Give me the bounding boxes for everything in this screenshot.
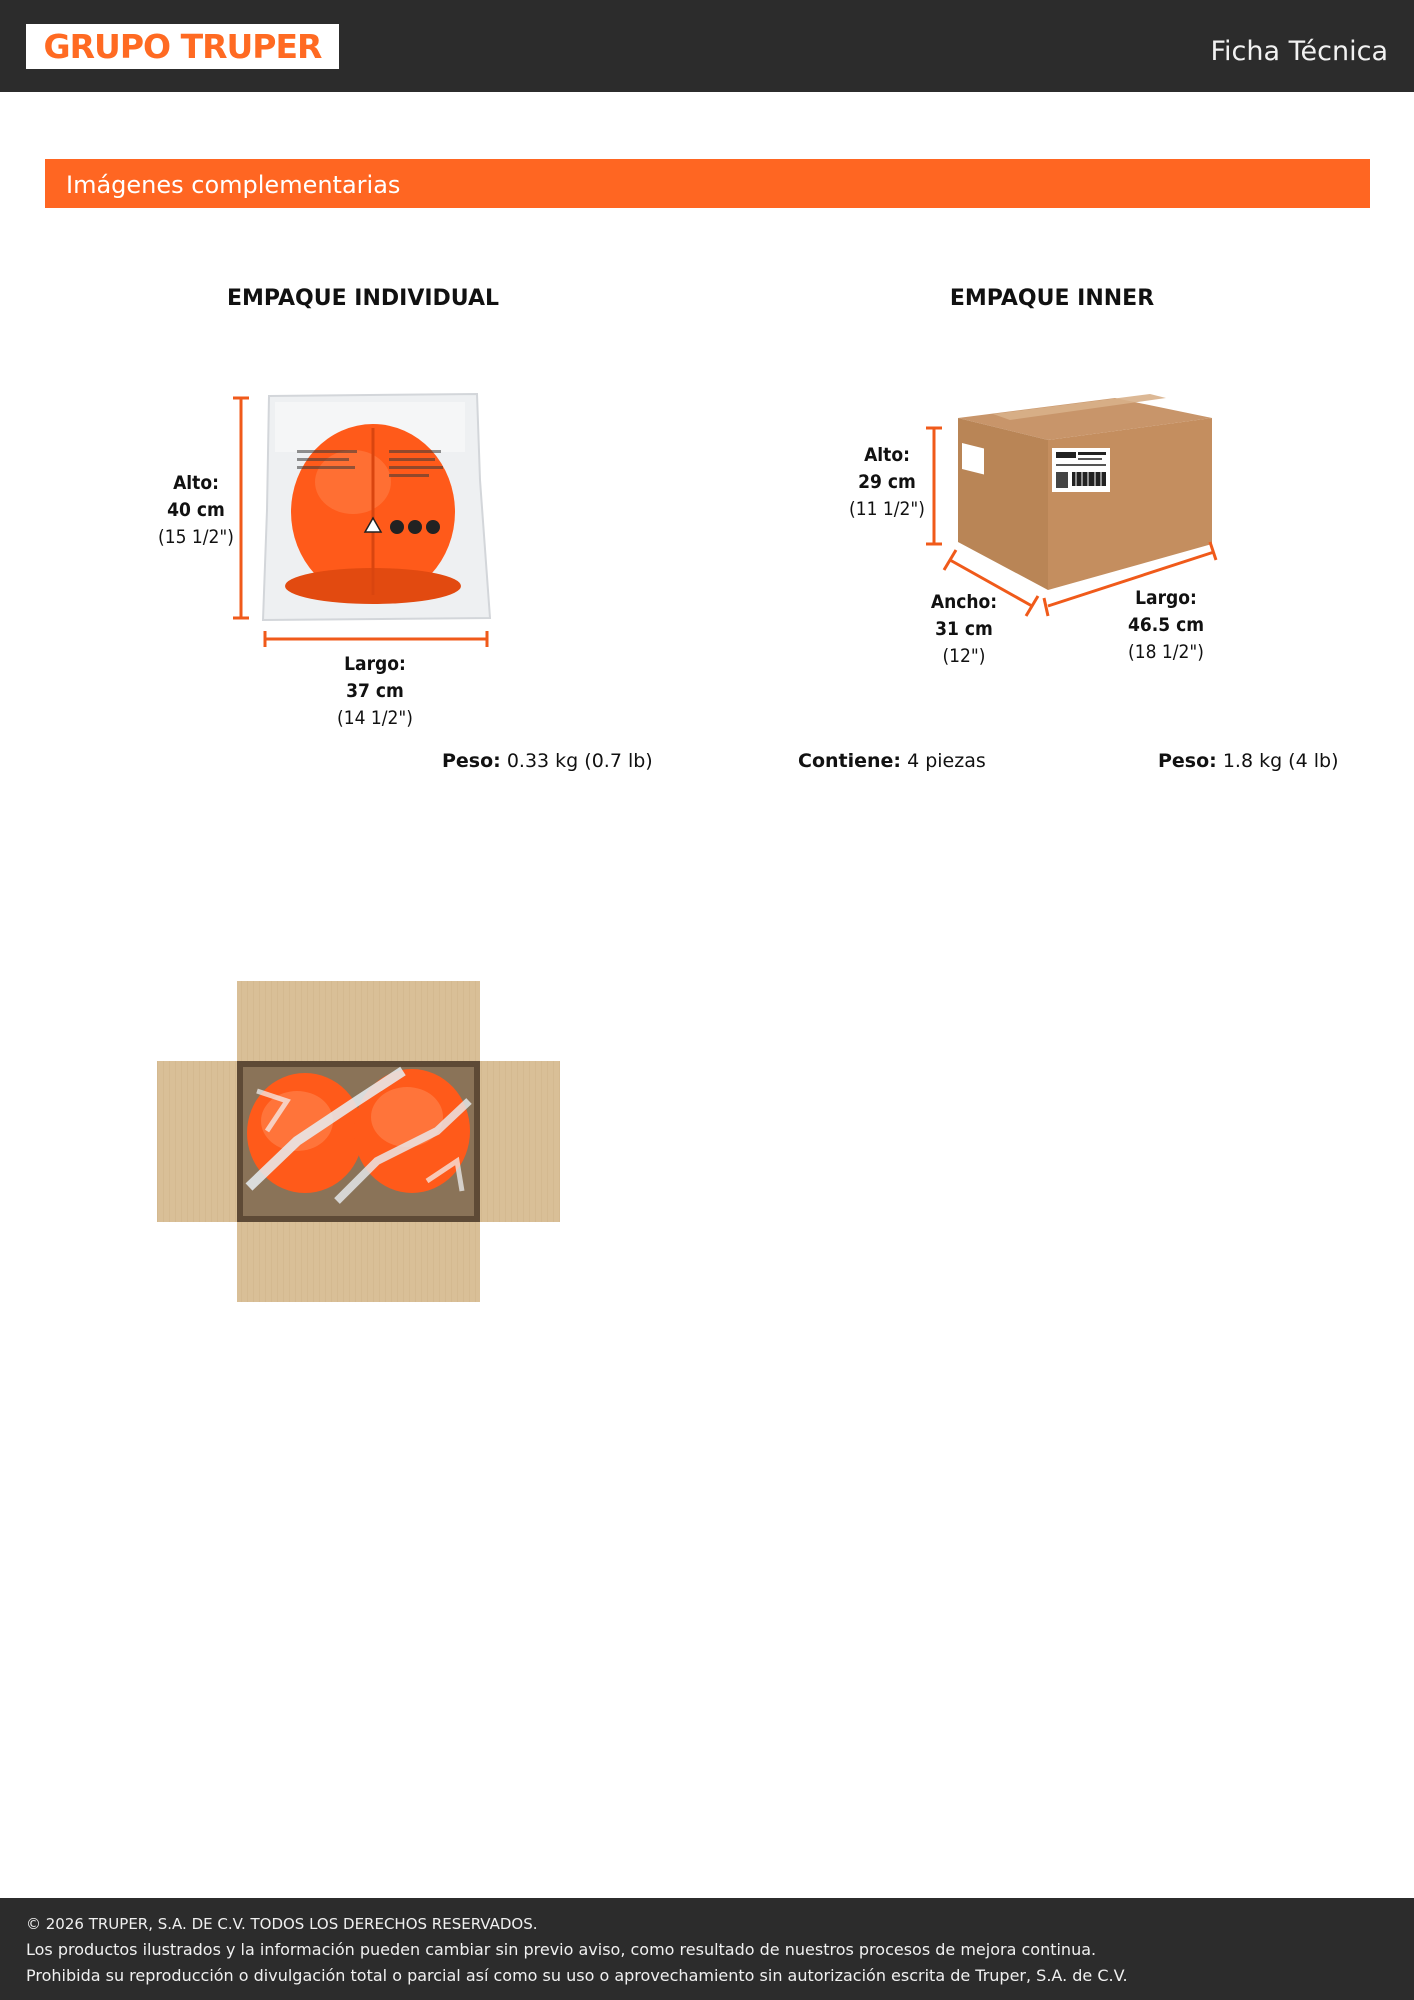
individual-package-title: EMPAQUE INDIVIDUAL <box>226 286 500 311</box>
footer-notice-reproduction: Prohibida su reproducción o divulgación total o parcial así como su uso o aprovechamiento sin autorización escrita de Truper, S.A. de C.V. <box>26 1966 1128 1985</box>
box-flap-left <box>157 1061 239 1222</box>
inner-peso <box>1158 750 1338 772</box>
box-flap-bottom <box>237 1220 480 1302</box>
inner-largo-dimension <box>1106 585 1226 666</box>
individual-largo-dimension <box>315 651 435 732</box>
spec-label: Peso: <box>1158 750 1217 772</box>
dimension-inches: (14 1/2") <box>337 707 413 729</box>
largo-dimension-line <box>265 631 487 647</box>
dimension-label: Ancho: <box>930 591 998 613</box>
inner-alto-dimension <box>827 442 947 523</box>
individual-peso <box>442 750 653 772</box>
dimension-value: 29 cm <box>858 471 916 493</box>
inner-package-title: EMPAQUE INNER <box>949 286 1155 311</box>
box-label <box>1052 448 1110 492</box>
box-flap-top <box>237 981 480 1063</box>
logo-text: GRUPO TRUPER <box>43 27 322 66</box>
dimension-label: Alto: <box>173 472 219 494</box>
dimension-value: 31 cm <box>935 618 993 640</box>
inner-ancho-dimension <box>904 589 1024 670</box>
dimension-inches: (11 1/2") <box>849 498 925 520</box>
section-heading-bar <box>45 159 1370 208</box>
dimension-value: 46.5 cm <box>1127 614 1205 636</box>
box-front <box>958 418 1048 590</box>
spec-value: 1.8 kg (4 lb) <box>1222 750 1339 772</box>
spec-value: 4 piezas <box>907 750 986 772</box>
footer-copyright: © 2026 TRUPER, S.A. DE C.V. TODOS LOS DERECHOS RESERVADOS. <box>26 1915 538 1933</box>
spec-label: Peso: <box>442 750 501 772</box>
dimension-label: Largo: <box>344 653 406 675</box>
open-box-photo <box>157 981 560 1302</box>
page-header <box>0 0 1414 92</box>
box-side <box>1048 418 1212 590</box>
dimension-inches: (18 1/2") <box>1128 641 1204 663</box>
spec-label: Contiene: <box>798 750 902 772</box>
dimension-inches: (12") <box>942 645 986 667</box>
inner-contiene <box>798 750 986 772</box>
grupo-truper-logo <box>26 24 339 69</box>
section-title: Imágenes complementarias <box>66 171 401 199</box>
individual-alto-dimension <box>136 470 256 551</box>
dimension-inches: (15 1/2") <box>158 526 234 548</box>
individual-package-illustration <box>225 390 495 650</box>
dimension-value: 40 cm <box>167 499 225 521</box>
page-footer <box>0 1898 1414 2000</box>
dimension-label: Alto: <box>864 444 910 466</box>
spec-value: 0.33 kg (0.7 lb) <box>506 750 653 772</box>
footer-notice-changes: Los productos ilustrados y la información pueden cambiar sin previo aviso, como resultado de nuestros procesos de mejora continua. <box>26 1940 1097 1959</box>
page-title: Ficha Técnica <box>1210 36 1388 67</box>
dimension-value: 37 cm <box>346 680 404 702</box>
dimension-label: Largo: <box>1135 587 1197 609</box>
box-flap-right <box>478 1061 560 1222</box>
